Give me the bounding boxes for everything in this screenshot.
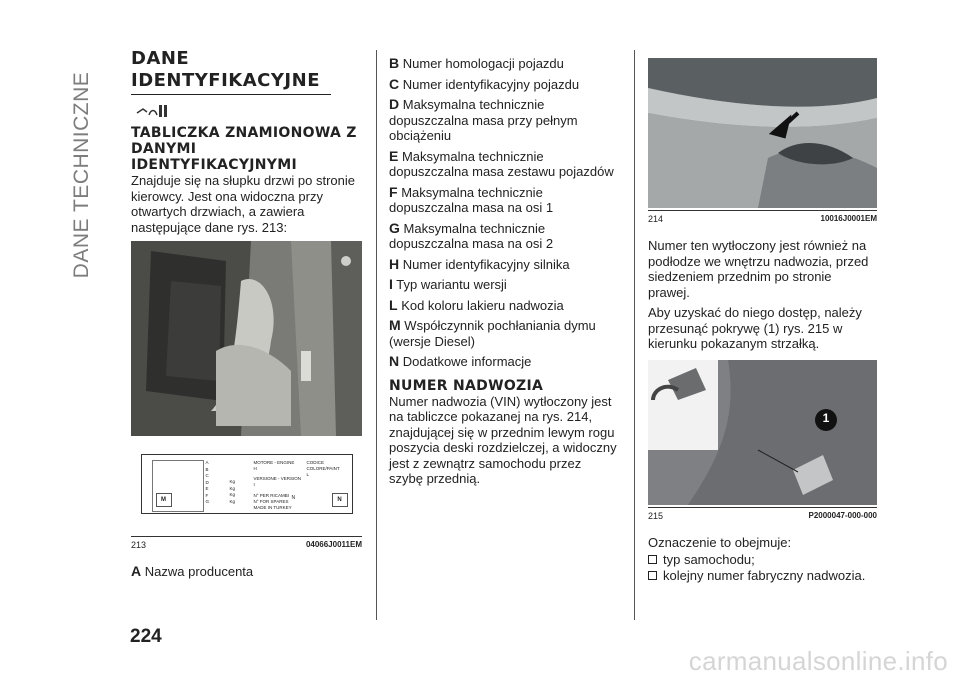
list-item: C Numer identyfikacyjny pojazdu [389, 75, 580, 92]
checkbox-icon [648, 571, 657, 580]
column-2 [389, 56, 617, 492]
plate-codice: CODICE COLORE/PAINT L [306, 460, 340, 477]
section-title: DANE IDENTYFIKACYJNE [131, 48, 331, 95]
list-item: G Maksymalna technicznie dopuszczalna masa na osi 2 [389, 219, 554, 251]
figure-caption-214: 214 10016J0001EM [648, 210, 877, 224]
column-1 [131, 48, 362, 585]
plate-box-n: N [332, 493, 348, 507]
checkbox-icon [648, 555, 657, 564]
plate-kg: Kg Kg Kg Kg [229, 479, 236, 504]
column-divider [376, 50, 377, 620]
callout-number: 1 [822, 410, 830, 425]
column-divider [634, 50, 635, 620]
intro-paragraph: Znajduje się na słupku drzwi po stronie kierowcy. Jest ona widoczna przy otwartych drzwiach, a zawiera następujące dane rys. 213: [131, 173, 356, 235]
page-number: 224 [130, 626, 162, 647]
plate-fields: MOTORE - ENGINE H VERSIONE - VERSION I N° PER RICAMBI N° FOR SPARES MADE IN TURKEY [253, 460, 302, 510]
list-item: A Nazwa producenta [131, 563, 254, 579]
list-item: typ samochodu; [648, 552, 877, 568]
door-pillar-photo [131, 241, 362, 436]
list-item: N Dodatkowe informacje [389, 353, 532, 369]
id-plate-figure [131, 454, 362, 514]
list-item: I Typ wariantu wersji [389, 276, 507, 292]
side-tab-label: DANE TECHNICZNE [70, 71, 93, 279]
watermark: carmanualsonline.info [688, 646, 948, 676]
windshield-vin-photo [648, 58, 877, 208]
list-item: M Współczynnik pochłaniania dymu (wersje Diesel) [389, 317, 596, 349]
vin-paragraph: Numer nadwozia (VIN) wytłoczony jest na tabliczce pokazanej na rys. 214, znajdującej się w przednim lewym rogu poszycia deski rozdzielczej, a widoczny jest z zewnątrz samochodu przez szybę przednią. [389, 393, 617, 486]
figure-code: 04066J0011EM [305, 540, 362, 549]
list-item: B Numer homologacji pojazdu [389, 55, 564, 71]
engine-icon [135, 103, 362, 119]
paragraph: Oznaczenie to obejmuje: [648, 534, 792, 550]
floor-cover-photo [648, 360, 877, 505]
list-item: E Maksymalna technicznie dopuszczalna masa zestawu pojazdów [389, 147, 614, 179]
list-item: H Numer identyfikacyjny silnika [389, 255, 570, 272]
list-item: F Maksymalna technicznie dopuszczalna masa na osi 1 [389, 183, 554, 215]
section-side-tab [62, 60, 102, 290]
list-item: L Kod koloru lakieru nadwozia [389, 296, 564, 313]
paragraph: Aby uzyskać do niego dostęp, należy przesunąć pokrywę (1) rys. 215 w kierunku pokazanym strzałką. [648, 305, 862, 351]
plate-letters: A B C D E F G [205, 460, 210, 504]
list-item: kolejny numer fabryczny nadwozia. [648, 568, 877, 584]
plate-items-list [389, 56, 617, 370]
figure-caption-213 [131, 536, 362, 550]
plate-n-label: N [291, 495, 296, 501]
list-item: D Maksymalna technicznie dopuszczalna masa przy pełnym obciążeniu [389, 96, 578, 143]
figure-number: 213 [131, 540, 147, 550]
column-3 [648, 58, 877, 583]
paragraph: Numer ten wytłoczony jest również na podłodze we wnętrzu nadwozia, przed siedzeniem przednim po stronie prawej. [648, 238, 869, 300]
id-plate [141, 454, 353, 514]
figure-caption-215: 215 P2000047-000-000 [648, 507, 877, 521]
subsection-title: TABLICZKA ZNAMIONOWA Z DANYMI IDENTYFIKACYJNYMI [131, 125, 357, 173]
plate-box-m: M [156, 493, 172, 507]
vin-heading: NUMER NADWOZIA [389, 377, 544, 394]
